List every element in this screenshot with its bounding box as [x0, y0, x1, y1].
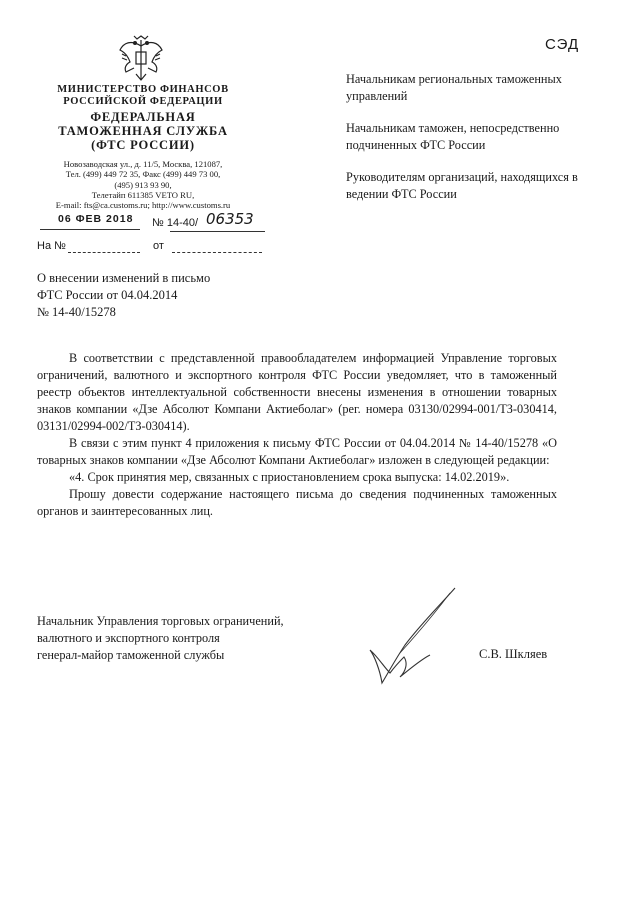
subject [37, 270, 277, 321]
reference-number-line [68, 252, 140, 253]
contact-line: Тел. (499) 449 72 35, Факс (499) 449 73 00, [65, 169, 221, 180]
subject-line: ФТС России от 04.04.2014 [37, 288, 178, 302]
ministry-name [38, 84, 248, 108]
signer-position-line: валютного и экспортного контроля [37, 631, 220, 645]
contact-line: E-mail: fts@ca.customs.ru; http://www.customs.ru [55, 200, 231, 211]
date-underline [40, 229, 140, 230]
body-paragraph: В связи с этим пункт 4 приложения к письму ФТС России от 04.04.2014 № 14-40/15278 «О товарных знаков компании «Дзе Абсолют Компани Актиеболаг» изложен в следующей редакции: [37, 436, 557, 467]
signer-position-line: генерал-майор таможенной службы [37, 648, 225, 662]
contact-line: (495) 913 93 90, [114, 179, 172, 190]
sed-mark: СЭД [545, 36, 580, 53]
reference-date-line [172, 252, 262, 253]
coat-of-arms-icon [116, 32, 166, 84]
registration-number-label: № 14-40/ [152, 217, 199, 229]
ministry-line: РОССИЙСКОЙ ФЕДЕРАЦИИ [63, 96, 223, 107]
ministry-line: МИНИСТЕРСТВО ФИНАНСОВ [57, 84, 229, 95]
service-line: ТАМОЖЕННАЯ СЛУЖБА [58, 124, 228, 138]
letter-body [37, 350, 557, 520]
subject-line: № 14-40/15278 [37, 305, 116, 319]
contact-block [38, 159, 248, 210]
body-paragraph: «4. Срок принятия мер, связанных с приостановлением срока выпуска: 14.02.2019». [69, 470, 510, 484]
body-paragraph: Прошу довести содержание настоящего письма до сведения подчиненных таможенных органов и заинтересованных лиц. [37, 487, 557, 518]
body-paragraph: В соответствии с представленной правообладателем информацией Управление торговых ограничений, валютного и экспортного контроля ФТС России уведомляет, что в таможенный реестр объектов интеллектуальной собственности внесены изменения в отношении товарных знаков компании «Дзе Абсолют Компани Актиеболаг» (рег. номера 03130/02994-001/ТЗ-030414, 03131/02994-002/ТЗ-030414). [37, 351, 557, 433]
signer-position-line: Начальник Управления торговых ограничений, [37, 614, 284, 628]
reference-date-label: от [153, 240, 164, 252]
recipient: Начальникам таможен, непосредственно подчиненных ФТС России [346, 121, 560, 152]
recipient: Начальникам региональных таможенных управлений [346, 72, 562, 103]
registration-date: 06 ФЕВ 2018 [58, 213, 134, 225]
signer-position [37, 613, 357, 664]
handwritten-signature [360, 585, 470, 690]
service-line: (ФТС РОССИИ) [91, 138, 195, 152]
signer-name: С.В. Шкляев [479, 647, 548, 661]
recipients-block [346, 71, 606, 218]
service-line: ФЕДЕРАЛЬНАЯ [90, 110, 196, 124]
service-name [38, 110, 248, 152]
registration-number-handwritten: 06353 [206, 210, 254, 228]
reference-number-label: На № [37, 240, 66, 252]
contact-line: Новозаводская ул., д. 11/5, Москва, 121087, [63, 159, 223, 169]
subject-line: О внесении изменений в письмо [37, 271, 211, 285]
number-underline [170, 231, 265, 232]
recipient: Руководителям организаций, находящихся в ведении ФТС России [346, 170, 578, 201]
contact-line: Телетайп 611385 VETO RU, [91, 189, 195, 200]
